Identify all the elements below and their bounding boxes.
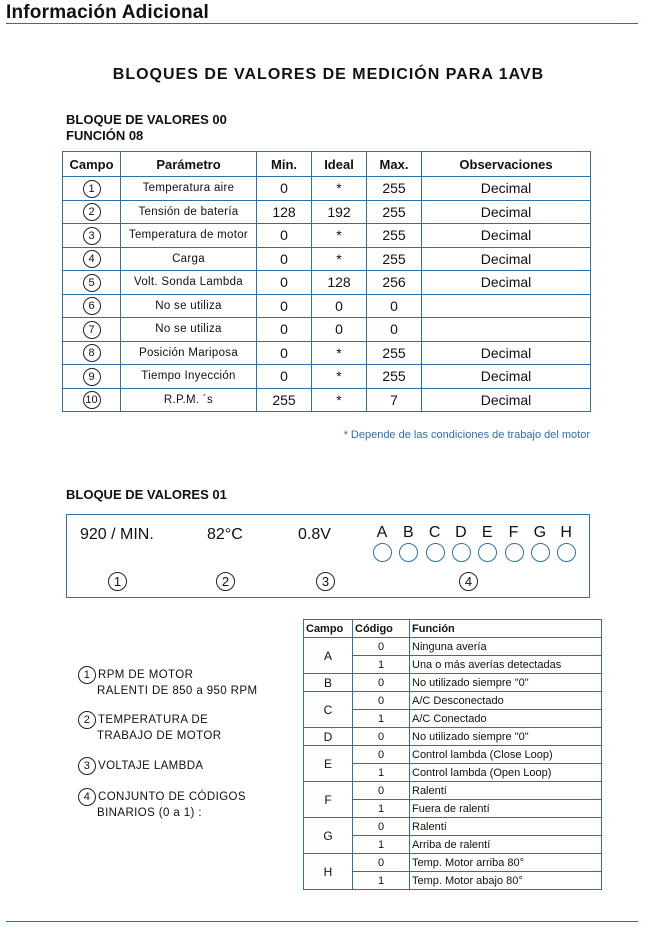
code-letter: A [376, 524, 388, 541]
cell-max: 255 [367, 177, 422, 201]
table-row [63, 365, 591, 389]
header-divider [6, 23, 638, 24]
codes-table [303, 619, 602, 890]
cell-campo [63, 247, 121, 271]
cell-max: 255 [367, 224, 422, 248]
codes-header-row [304, 620, 602, 638]
cell-funcion: Fuera de ralentí [410, 800, 602, 818]
legend-item-3 [78, 757, 204, 775]
cell-campo [63, 224, 121, 248]
table-row [63, 200, 591, 224]
cell-campo [63, 177, 121, 201]
cell-max: 255 [367, 365, 422, 389]
code-letter: B [402, 524, 414, 541]
codes-table-body [304, 638, 602, 890]
cell-codigo: 1 [353, 872, 410, 890]
campo-number: 1 [83, 180, 101, 198]
table-row [304, 674, 602, 692]
cell-funcion: No utilizado siempre "0" [410, 674, 602, 692]
legend-number: 3 [78, 757, 96, 775]
cell-observaciones: Decimal [422, 341, 591, 365]
cell-parametro: No se utiliza [121, 318, 257, 342]
code-bit-circle [531, 543, 550, 562]
campo-number: 3 [83, 227, 101, 245]
cell-campo [63, 318, 121, 342]
block00-table [62, 151, 591, 412]
cell-funcion: No utilizado siempre "0" [410, 728, 602, 746]
reading-voltage: 0.8V [298, 526, 331, 543]
code-bit-circle [505, 543, 524, 562]
cell-campo [63, 294, 121, 318]
cell-min: 0 [257, 224, 312, 248]
header-parametro: Parámetro [121, 152, 257, 177]
table-row [304, 782, 602, 800]
cell-codigo: 0 [353, 854, 410, 872]
cell-campo: G [304, 818, 353, 854]
code-bit-circle [426, 543, 445, 562]
legend-line1: TEMPERATURA DE [98, 714, 209, 727]
cell-max: 7 [367, 388, 422, 412]
cell-ideal: * [312, 177, 367, 201]
cell-observaciones: Decimal [422, 365, 591, 389]
cell-observaciones: Decimal [422, 388, 591, 412]
cell-min: 255 [257, 388, 312, 412]
code-letter: H [560, 524, 572, 541]
cell-funcion: A/C Desconectado [410, 692, 602, 710]
cell-parametro: Temperatura de motor [121, 224, 257, 248]
campo-number: 7 [83, 321, 101, 339]
cell-codigo: 0 [353, 818, 410, 836]
header-min: Min. [257, 152, 312, 177]
cell-funcion: Temp. Motor arriba 80° [410, 854, 602, 872]
legend-line1: CONJUNTO DE CÓDIGOS [98, 791, 246, 804]
cell-observaciones: Decimal [422, 247, 591, 271]
table-row [304, 728, 602, 746]
cell-max: 255 [367, 200, 422, 224]
cell-parametro: No se utiliza [121, 294, 257, 318]
campo-number: 8 [83, 344, 101, 362]
block01-title: BLOQUE DE VALORES 01 [66, 487, 227, 502]
cell-observaciones [422, 294, 591, 318]
cell-ideal: * [312, 341, 367, 365]
cell-campo [63, 200, 121, 224]
campo-number: 9 [83, 368, 101, 386]
block00-table-body [63, 177, 591, 412]
cell-campo [63, 341, 121, 365]
header-campo: Campo [63, 152, 121, 177]
code-bit-circle [452, 543, 471, 562]
table-row [63, 271, 591, 295]
cell-min: 0 [257, 271, 312, 295]
block00-subtitle: FUNCIÓN 08 [66, 128, 144, 143]
main-title: BLOQUES DE VALORES DE MEDICIÓN PARA 1AVB [112, 66, 545, 83]
campo-number: 6 [83, 297, 101, 315]
cell-ideal: 192 [312, 200, 367, 224]
cell-codigo: 1 [353, 656, 410, 674]
cell-campo: E [304, 746, 353, 782]
cell-min: 0 [257, 294, 312, 318]
codes-header-funcion: Función [410, 620, 602, 638]
cell-funcion: Ralentí [410, 818, 602, 836]
field-number-2: 2 [216, 572, 235, 591]
codes-header-campo: Campo [304, 620, 353, 638]
cell-parametro: R.P.M. ´s [121, 388, 257, 412]
legend-line2: TRABAJO DE MOTOR [97, 730, 222, 742]
cell-codigo: 0 [353, 638, 410, 656]
table-row [63, 177, 591, 201]
cell-observaciones: Decimal [422, 224, 591, 248]
header-ideal: Ideal [312, 152, 367, 177]
cell-campo [63, 365, 121, 389]
cell-codigo: 0 [353, 728, 410, 746]
table-row [63, 224, 591, 248]
cell-codigo: 0 [353, 692, 410, 710]
code-letter: C [428, 524, 441, 541]
legend-item-1 [78, 666, 257, 699]
legend-number: 1 [78, 666, 96, 684]
campo-number: 10 [83, 391, 101, 409]
code-bit-circle [373, 543, 392, 562]
table-header-row [63, 152, 591, 177]
block00-title: BLOQUE DE VALORES 00 [66, 112, 227, 127]
field-number-3: 3 [316, 572, 335, 591]
cell-min: 0 [257, 318, 312, 342]
reading-temperature: 82°C [207, 526, 243, 543]
footer-divider [6, 921, 638, 922]
cell-ideal: 0 [312, 318, 367, 342]
table-row [304, 818, 602, 836]
cell-funcion: Ninguna avería [410, 638, 602, 656]
cell-campo: D [304, 728, 353, 746]
cell-codigo: 1 [353, 764, 410, 782]
cell-observaciones [422, 318, 591, 342]
legend-line2: RALENTI DE 850 a 950 RPM [97, 685, 258, 697]
cell-codigo: 1 [353, 710, 410, 728]
header-max: Max. [367, 152, 422, 177]
footnote: * Depende de las condiciones de trabajo del motor [343, 429, 590, 441]
code-letter: D [455, 524, 467, 541]
cell-campo: A [304, 638, 353, 674]
cell-observaciones: Decimal [422, 271, 591, 295]
code-letter: F [508, 524, 519, 541]
cell-min: 128 [257, 200, 312, 224]
cell-funcion: Temp. Motor abajo 80° [410, 872, 602, 890]
legend-line1: RPM DE MOTOR [98, 669, 194, 682]
table-row [63, 341, 591, 365]
field-number-1: 1 [108, 572, 127, 591]
cell-funcion: Control lambda (Close Loop) [410, 746, 602, 764]
cell-campo [63, 388, 121, 412]
cell-max: 255 [367, 341, 422, 365]
campo-number: 4 [83, 250, 101, 268]
cell-codigo: 1 [353, 836, 410, 854]
legend-item-2 [78, 711, 221, 744]
cell-observaciones: Decimal [422, 200, 591, 224]
field-number-4: 4 [459, 572, 478, 591]
code-letter: G [533, 524, 547, 541]
cell-funcion: Control lambda (Open Loop) [410, 764, 602, 782]
cell-observaciones: Decimal [422, 177, 591, 201]
cell-funcion: Una o más averías detectadas [410, 656, 602, 674]
table-row [304, 746, 602, 764]
cell-min: 0 [257, 341, 312, 365]
cell-codigo: 0 [353, 782, 410, 800]
legend-line1: VOLTAJE LAMBDA [98, 760, 204, 773]
cell-ideal: * [312, 365, 367, 389]
legend-number: 4 [78, 788, 96, 806]
cell-parametro: Carga [121, 247, 257, 271]
cell-min: 0 [257, 365, 312, 389]
cell-ideal: 128 [312, 271, 367, 295]
cell-parametro: Temperatura aire [121, 177, 257, 201]
table-row [63, 318, 591, 342]
legend-item-4 [78, 788, 246, 821]
reading-rpm: 920 / MIN. [80, 526, 154, 543]
cell-campo [63, 271, 121, 295]
cell-max: 255 [367, 247, 422, 271]
cell-ideal: 0 [312, 294, 367, 318]
cell-campo: B [304, 674, 353, 692]
cell-ideal: * [312, 247, 367, 271]
legend-line2: BINARIOS (0 a 1) : [97, 807, 202, 819]
cell-min: 0 [257, 247, 312, 271]
cell-funcion: Ralentí [410, 782, 602, 800]
table-row [304, 854, 602, 872]
cell-parametro: Posición Mariposa [121, 341, 257, 365]
cell-funcion: A/C Conectado [410, 710, 602, 728]
cell-codigo: 0 [353, 746, 410, 764]
campo-number: 5 [83, 274, 101, 292]
codes-header-codigo: Código [353, 620, 410, 638]
code-bit-circle [557, 543, 576, 562]
code-letter: E [481, 524, 493, 541]
page-header-title: Información Adicional [6, 2, 210, 23]
cell-max: 256 [367, 271, 422, 295]
cell-max: 0 [367, 318, 422, 342]
cell-parametro: Tiempo Inyección [121, 365, 257, 389]
table-row [63, 388, 591, 412]
cell-parametro: Tensión de batería [121, 200, 257, 224]
cell-funcion: Arriba de ralentí [410, 836, 602, 854]
table-row [63, 294, 591, 318]
cell-ideal: * [312, 224, 367, 248]
cell-codigo: 1 [353, 800, 410, 818]
table-row [304, 692, 602, 710]
table-row [304, 638, 602, 656]
campo-number: 2 [83, 203, 101, 221]
cell-parametro: Volt. Sonda Lambda [121, 271, 257, 295]
cell-min: 0 [257, 177, 312, 201]
cell-campo: H [304, 854, 353, 890]
table-row [63, 247, 591, 271]
cell-campo: C [304, 692, 353, 728]
legend-number: 2 [78, 711, 96, 729]
cell-campo: F [304, 782, 353, 818]
cell-ideal: * [312, 388, 367, 412]
cell-max: 0 [367, 294, 422, 318]
cell-codigo: 0 [353, 674, 410, 692]
header-observaciones: Observaciones [422, 152, 591, 177]
